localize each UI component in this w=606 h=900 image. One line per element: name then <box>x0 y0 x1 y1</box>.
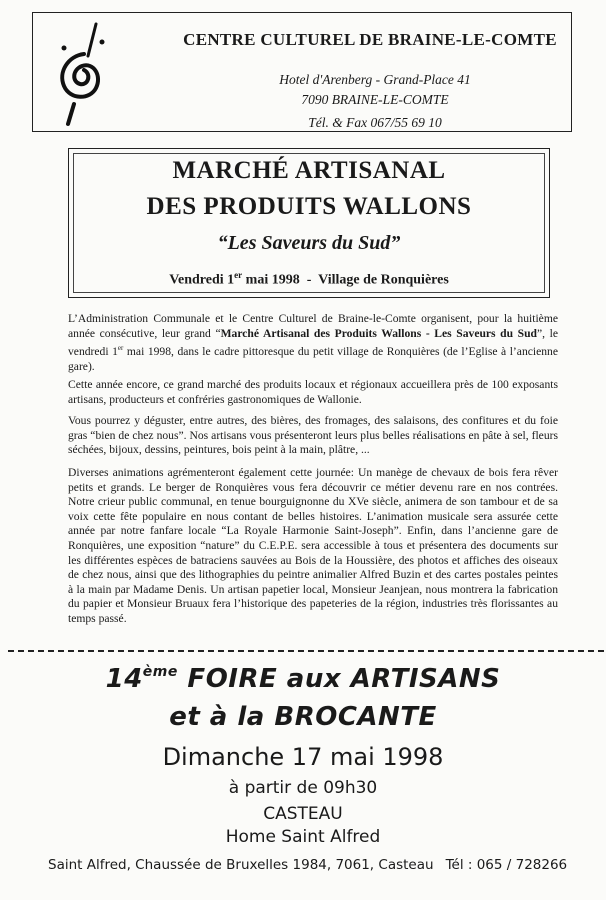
p1-text-c: mai 1998, dans le cadre pittoresque du petit village de Ronquières (de l’Eglise à l’ancienne gare). <box>68 345 558 373</box>
p1-text-a: L’Administration Communale et le Centre Culturel de Braine-le-Comte organisent, pour la huitième année consécutive, leur grand “ <box>68 312 558 340</box>
fair-title-text: FOIRE aux ARTISANS <box>177 664 501 694</box>
fair-phone: Tél : 065 / 728266 <box>445 857 568 873</box>
paragraph-tasting: Vous pourrez y déguster, entre autres, des bières, des fromages, des salaisons, des confitures et du foie gras “bien de chez nous”. Nos artisans vous présenteront leurs plus belles réalisations en pâte à sel, fleurs séchées, bijoux, dessins, peintures, bois peint à la main, plâtre, ... <box>68 414 558 457</box>
organization-name: CENTRE CULTUREL DE BRAINE-LE-COMTE <box>183 30 557 49</box>
event-date-line <box>68 270 550 289</box>
fair-venue: Home Saint Alfred <box>225 827 381 847</box>
phone-fax: Tél. & Fax 067/55 69 10 <box>308 115 442 130</box>
paragraph-intro <box>68 312 558 374</box>
paragraph-animations: Diverses animations agrémenteront également cette journée: Un manège de chevaux de bois fera rêver petits et grands. Le berger de Ronquières vous fera découvrir ce métier devenu rare en nos contrées. Notre crieur public communal, en tenue bourguignonne du XVe siècle, animera de son tambour et de sa voix cette fête populaire en nous contant de belles histoires. L’animation musicale sera assurée cette année par notre fanfare locale “La Royale Harmonie Saint-Joseph”. Enfin, dans l’ancienne gare de Ronquières, une exposition “nature” du C.E.P.E. sera accessible à tous et présentera des documents sur les différentes espèces de batraciens sauvées au Bois de la Houssière, des photos et affiches des oiseaux de chez nous, ainsi que des lithographies du peintre animalier Alfred Buzin et des cartes postales peintes à la main par Madame Denis. Un artisan papetier local, Monsieur Jeanjean, nous montrera la fabrication du papier et Monsieur Bruaux fera l’historique des papeteries de la région, industries très florissantes au temps passé. <box>68 466 558 625</box>
address-line-1: Hotel d'Arenberg - Grand-Place 41 <box>279 72 471 87</box>
spiral-logo-icon <box>44 18 124 128</box>
fair-title-line-1 <box>0 664 606 694</box>
p1-text-b: ”, le vendredi 1 <box>68 326 559 359</box>
event-title-line-1: MARCHÉ ARTISANAL <box>172 157 446 184</box>
fair-address: Saint Alfred, Chaussée de Bruxelles 1984, 7061, Casteau <box>48 857 434 873</box>
p1-sup: er <box>117 344 124 353</box>
date-prefix: Vendredi 1 <box>169 272 235 288</box>
fair-city: CASTEAU <box>263 804 343 824</box>
event-title-line-2: DES PRODUITS WALLONS <box>146 193 472 220</box>
fair-number: 14 <box>105 664 143 694</box>
fair-title-line-2: et à la BROCANTE <box>169 702 437 732</box>
date-suffix: mai 1998 - Village de Ronquières <box>242 272 449 288</box>
date-sup: er <box>234 270 243 280</box>
fair-number-sup: ème <box>142 664 178 680</box>
paragraph-exhibitors: Cette année encore, ce grand marché des produits locaux et régionaux accueillera près de 100 exposants artisans, producteurs et confréries gastronomiques de Wallonie. <box>68 378 558 406</box>
address-line-2: 7090 BRAINE-LE-COMTE <box>301 92 449 107</box>
p1-bold-title: Marché Artisanal des Produits Wallons - Les Saveurs du Sud <box>220 326 537 340</box>
fair-address-line <box>48 857 588 873</box>
event-subtitle: “Les Saveurs du Sud” <box>217 232 401 254</box>
fair-time: à partir de 09h30 <box>228 778 378 798</box>
fair-date: Dimanche 17 mai 1998 <box>162 743 444 771</box>
dashed-separator <box>8 650 604 652</box>
